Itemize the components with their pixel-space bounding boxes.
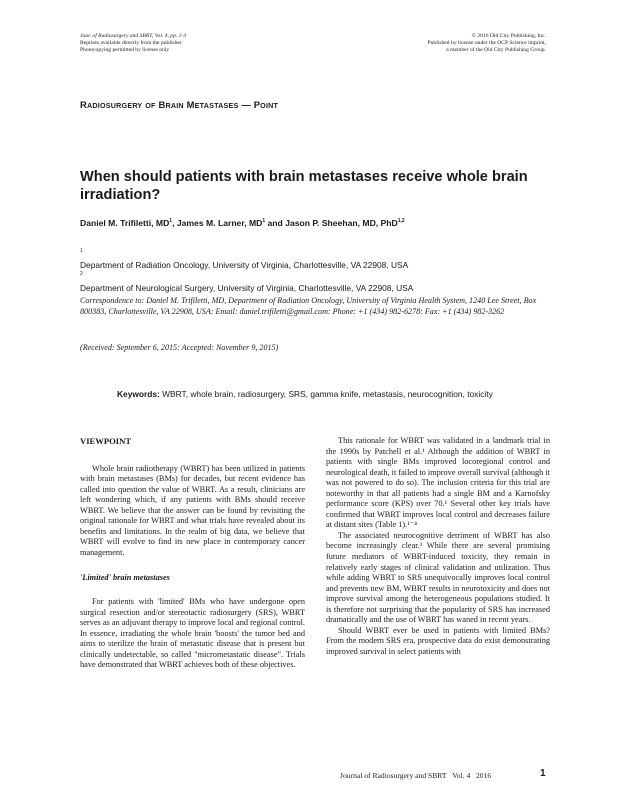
affiliation-2-marker: 2 <box>80 271 83 278</box>
footer-journal: Journal of Radiosurgery and SBRT <box>340 771 447 780</box>
affiliation-2-text: Department of Neurological Surgery, University of Virginia, Charlottesville, VA 22908, USA <box>80 282 414 293</box>
subheading: 'Limited' brain metastases <box>80 573 170 583</box>
paragraph: Should WBRT ever be used in patients with limited BMs? From the modern SRS era, prospective data do exist demonstrating improved survival in select patients with <box>326 625 550 656</box>
section-heading <box>80 99 278 110</box>
viewpoint-heading: VIEWPOINT <box>80 436 132 446</box>
paragraph: Whole brain radiotherapy (WBRT) has been utilized in patients with brain metastases (BMs) for decades, but recent evidence has called into question the value of WBRT. As a result, clinicians are left wondering which, if any patients with BMs should receive WBRT. We believe that the answer can be found by revisiting the original rationale for WBRT and what trials have revealed about its benefits and limitations. In the realm of big data, we believe that WBRT will evolve to find its new place in contemporary cancer management. <box>80 463 305 557</box>
running-header-right <box>286 33 546 55</box>
journal-reference: Jour. of Radiosurgery and SBRT, Vol. 4, pp. 1-3 <box>80 33 187 39</box>
author-3: Jason P. Sheehan, MD, PhD <box>285 218 398 228</box>
author-2: James M. Larner, MD <box>176 218 263 228</box>
author-3-affil: 1,2 <box>397 218 405 225</box>
affiliation-1 <box>80 248 413 271</box>
left-column <box>80 436 305 671</box>
author-1: Daniel M. Trifiletti, MD <box>80 218 170 228</box>
correspondence: Correspondence to: Daniel M. Trifiletti, MD, Department of Radiation Oncology, University of Virginia Health System, 1240 Lee Street, Box 800383, Charlottesville, VA 22908, USA: Email: daniel.trifiletti@gmail.com: Phone: +1 (434) 982-6278: Fax: +1 (434) 982-3262 <box>80 296 537 316</box>
author-separator: , <box>172 218 177 228</box>
keywords <box>117 389 493 399</box>
keywords-label: Keywords: <box>117 389 160 399</box>
paragraph: For patients with 'limited' BMs who have undergone open surgical resection and/or stereotactic radiosurgery (SRS), WBRT serves as an adjuvant therapy to improve local and regional control. In essence, irradiating the whole brain 'boosts' the tumor bed and aims to sterilize the brain of metastatic disease that is present but clinically undetectable, so called "micrometastatic disease". Trials have demonstrated that WBRT achieves both of these objectives. <box>80 597 305 670</box>
section-heading-text: RADIOSURGERY OF BRAIN METASTASES — POINT <box>80 99 279 110</box>
article-title: When should patients with brain metastases receive whole brain irradiation? <box>80 169 528 203</box>
page-number: 1 <box>540 768 546 779</box>
right-column <box>326 436 550 657</box>
publisher-member-line: a member of the Old City Publishing Group. <box>446 47 546 54</box>
author-1-affil: 1 <box>169 218 173 225</box>
author-list <box>80 218 405 228</box>
paragraph: The associated neurocognitive detriment of WBRT has also become increasingly clear.³ While there are several promising future mediators of WBRT-induced toxicity, they remain in relatively early stages of clinical validation and utilization. Thus while adding WBRT to SRS unequivocally improves local control and prevents new BM, WBRT results in neurotoxicity and does not improve survival among the heterogeneous populations studied. It is therefore not surprising that the popularity of SRS has increased dramatically and the use of WBRT has waned in recent years. <box>326 530 550 625</box>
reprints-note: Reprints available directly from the publisher <box>80 40 182 47</box>
copyright-line: © 2016 Old City Publishing, Inc. <box>471 33 546 39</box>
affiliation-2 <box>80 271 413 294</box>
license-line: Published by license under the OCP Science imprint, <box>427 40 546 47</box>
paragraph: This rationale for WBRT was validated in a landmark trial in the 1990s by Patchell et al.¹ Although the addition of WBRT in patients with single BMs improved locoregional control and neurological death, it failed to improve overall survival (although it was not powered to do so). The inclusion criteria for this trial are noteworthy in that all patients had a single BM and a Karnofsky performance score (KPS) over 70.¹ Several other key trials have confirmed that WBRT improves local control and decreases failure at distant sites (Table 1).¹⁻⁴ <box>326 436 550 530</box>
footer-volume: Vol. 4 <box>452 771 471 780</box>
photocopying-note: Photocopying permitted by license only <box>80 47 170 54</box>
footer-year: 2016 <box>475 771 492 780</box>
affiliations <box>80 248 413 294</box>
affiliation-1-marker: 1 <box>80 248 83 255</box>
author-2-affil: 1 <box>262 218 266 225</box>
keywords-list: WBRT, whole brain, radiosurgery, SRS, gamma knife, metastasis, neurocognition, toxicity <box>162 389 493 399</box>
affiliation-1-text: Department of Radiation Oncology, University of Virginia, Charlottesville, VA 22908, USA <box>80 259 409 270</box>
received-dates: (Received: September 6, 2015: Accepted: November 9, 2015) <box>80 343 279 352</box>
author-and: and <box>265 218 286 228</box>
page-footer <box>340 771 491 780</box>
